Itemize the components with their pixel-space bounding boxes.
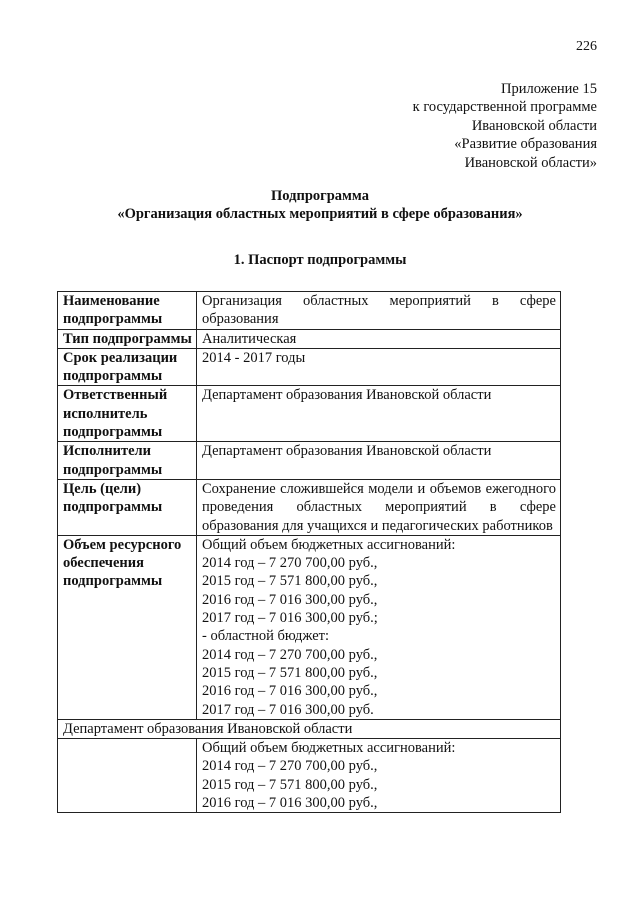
table-row (58, 719, 561, 738)
appendix-note (413, 80, 597, 172)
row-value: Департамент образования Ивановской области (197, 442, 561, 480)
appendix-line: Ивановской области» (464, 154, 597, 171)
table-row (58, 329, 561, 348)
row-label: Объем ресурсного обеспечения подпрограммы (58, 535, 197, 719)
funding-line: Общий объем бюджетных ассигнований: (202, 536, 456, 553)
funding-line: 2016 год – 7 016 300,00 руб., (202, 591, 378, 608)
department-funding-cell (197, 739, 561, 813)
table-row (58, 292, 561, 330)
appendix-line: «Развитие образования (454, 136, 597, 153)
table-row (58, 739, 561, 813)
row-label: Цель (цели) подпрограммы (58, 479, 197, 535)
funding-line: 2017 год – 7 016 300,00 руб. (202, 701, 374, 718)
passport-table (57, 291, 561, 813)
appendix-line: к государственной программе (412, 99, 597, 116)
row-label: Исполнители подпрограммы (58, 442, 197, 480)
funding-line: Общий объем бюджетных ассигнований: (202, 740, 456, 757)
funding-line: 2015 год – 7 571 800,00 руб., (202, 776, 378, 793)
funding-line: 2017 год – 7 016 300,00 руб.; (202, 610, 378, 627)
funding-line: 2015 год – 7 571 800,00 руб., (202, 664, 378, 681)
funding-line: 2014 год – 7 270 700,00 руб., (202, 646, 378, 663)
row-value: Департамент образования Ивановской области (197, 386, 561, 442)
funding-line: 2014 год – 7 270 700,00 руб., (202, 555, 378, 572)
department-row: Департамент образования Ивановской области (58, 719, 561, 738)
title-line-1: Подпрограмма (271, 188, 369, 204)
funding-line: 2014 год – 7 270 700,00 руб., (202, 758, 378, 775)
funding-line: 2015 год – 7 571 800,00 руб., (202, 573, 378, 590)
row-label: Срок реализации подпрограммы (58, 348, 197, 386)
funding-line: 2016 год – 7 016 300,00 руб., (202, 795, 378, 812)
table-row (58, 386, 561, 442)
table-row (58, 479, 561, 535)
row-label: Тип подпрограммы (58, 329, 197, 348)
funding-cell (197, 535, 561, 719)
table-row (58, 348, 561, 386)
title-line-2: «Организация областных мероприятий в сфере образования» (117, 206, 523, 223)
page-number: 226 (576, 39, 597, 54)
funding-line: - областной бюджет: (202, 628, 330, 645)
subprogram-title (0, 187, 640, 224)
funding-line: 2016 год – 7 016 300,00 руб., (202, 683, 378, 700)
table-row (58, 535, 561, 719)
row-value: Сохранение сложившейся модели и объемов ежегодного проведения областных мероприятий в сфере образования для учащихся и педагогических работников (197, 479, 561, 535)
table-row (58, 442, 561, 480)
row-value: 2014 - 2017 годы (197, 348, 561, 386)
row-value: Аналитическая (197, 329, 561, 348)
empty-label-cell (58, 739, 197, 813)
row-label: Наименование подпрограммы (58, 292, 197, 330)
row-label: Ответственный исполнитель подпрограммы (58, 386, 197, 442)
appendix-line: Приложение 15 (501, 81, 597, 97)
section-heading: 1. Паспорт подпрограммы (233, 252, 407, 268)
row-value: Организация областных мероприятий в сфере образования (197, 292, 561, 330)
appendix-line: Ивановской области (471, 117, 597, 134)
